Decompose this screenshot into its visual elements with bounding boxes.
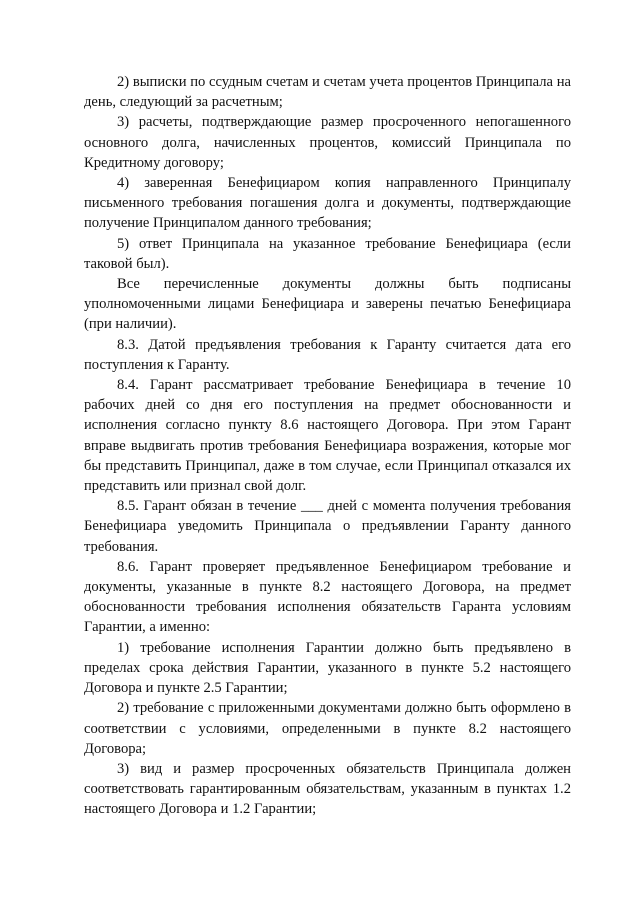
- paragraph-signatures: Все перечисленные документы должны быть подписаны уполномоченными лицами Бенефициара и заверены печатью Бенефициара (при наличии).: [84, 276, 571, 333]
- paragraph-8-6: 8.6. Гарант проверяет предъявленное Бенефициаром требование и документы, указанные в пункте 8.2 настоящего Договора, на предмет обоснованности требования исполнения обязательств Гаранта условиям Гарантии, а именно:: [84, 558, 571, 636]
- paragraph-condition-2: 2) требование с приложенными документами должно быть оформлено в соответствии с условиями, определенными в пункте 8.2 настоящего Договора;: [84, 700, 571, 757]
- paragraph-8-5: 8.5. Гарант обязан в течение ___ дней с момента получения требования Бенефициара уведомить Принципала о предъявлении Гаранту данного требования.: [84, 498, 571, 555]
- paragraph-condition-1: 1) требование исполнения Гарантии должно быть предъявлено в пределах срока действия Гарантии, указанного в пункте 5.2 настоящего Договора и пункте 2.5 Гарантии;: [84, 639, 571, 697]
- paragraph-item-5: 5) ответ Принципала на указанное требование Бенефициара (если таковой был).: [84, 235, 571, 272]
- paragraph-item-2: 2) выписки по ссудным счетам и счетам учета процентов Принципала на день, следующий за расчетным;: [84, 74, 571, 111]
- paragraph-item-3: 3) расчеты, подтверждающие размер просроченного непогашенного основного долга, начисленных процентов, комиссий Принципала по Кредитному договору;: [84, 114, 571, 171]
- paragraph-condition-3: 3) вид и размер просроченных обязательств Принципала должен соответствовать гарантированным обязательствам, указанным в пунктах 1.2 настоящего Договора и 1.2 Гарантии;: [84, 760, 571, 818]
- paragraph-8-3: 8.3. Датой предъявления требования к Гаранту считается дата его поступления к Гаранту.: [84, 336, 571, 373]
- document-body: [84, 72, 571, 820]
- paragraph-8-4: 8.4. Гарант рассматривает требование Бенефициара в течение 10 рабочих дней со дня его поступления на предмет обоснованности и исполнения согласно пункту 8.6 настоящего Договора. При этом Гарант вправе выдвигать против требования Бенефициара возражения, которые мог бы представить Принципал, даже в том случае, если Принципал отказался их представить или признал свой долг.: [84, 377, 571, 495]
- paragraph-item-4: 4) заверенная Бенефициаром копия направленного Принципалу письменного требования погашения долга и документы, подтверждающие получение Принципалом данного требования;: [84, 175, 571, 232]
